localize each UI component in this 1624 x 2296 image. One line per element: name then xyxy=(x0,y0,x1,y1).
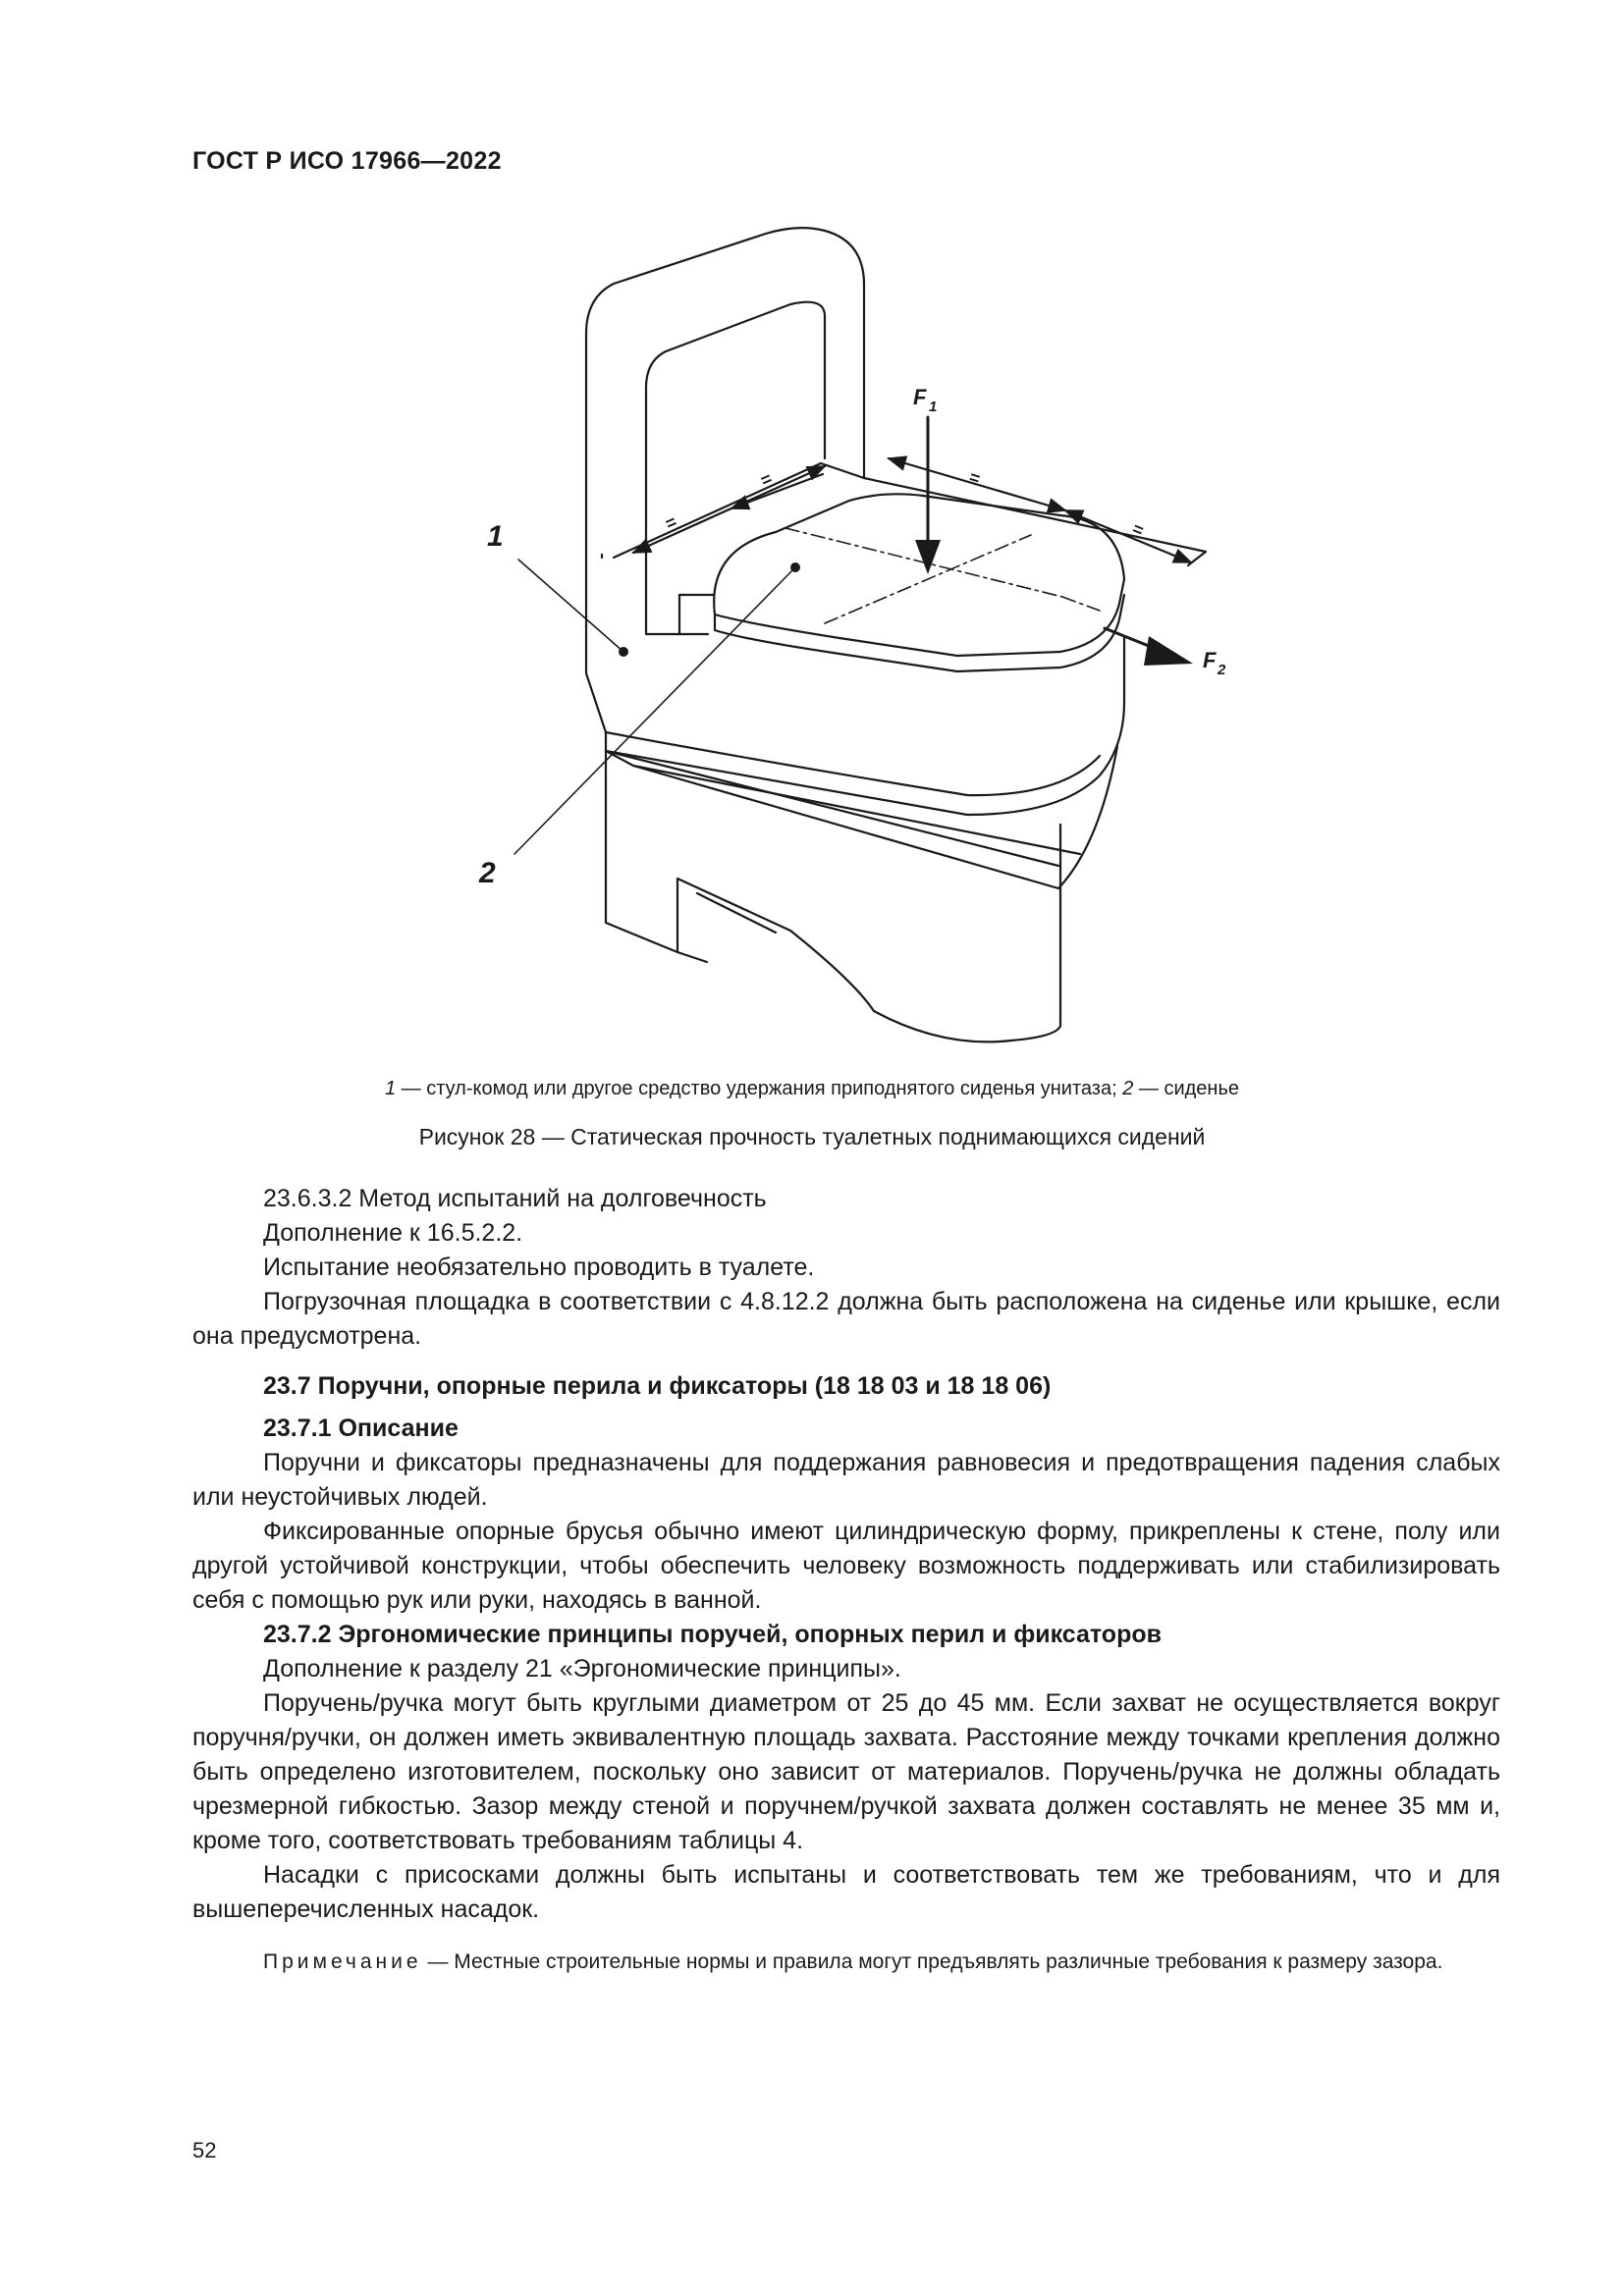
paragraph: 23.6.3.2 Метод испытаний на долговечность xyxy=(263,1185,767,1212)
figure-legend xyxy=(192,1078,1432,1100)
legend-number-2: 2 xyxy=(1122,1078,1134,1099)
force-f2-arrow xyxy=(1105,628,1193,666)
paragraph: Поручни и фиксаторы предназначены для поддержания равновесия и предотвращения падения слабых или неустойчивых людей. xyxy=(192,1449,1500,1511)
equal-mark-2: = xyxy=(757,468,776,491)
equal-mark-4: = xyxy=(1129,518,1147,541)
note xyxy=(192,1947,1500,1977)
label-item-2: 2 xyxy=(479,857,496,889)
label-f1-sub: 1 xyxy=(929,399,938,415)
note-text: — Местные строительные нормы и правила могут предъявлять различные требования к размеру зазора. xyxy=(421,1950,1443,1973)
document-header: ГОСТ Р ИСО 17966—2022 xyxy=(192,147,502,175)
figure-caption: Рисунок 28 — Статическая прочность туалетных поднимающихся сидений xyxy=(418,1124,1206,1149)
subsection-heading: 23.7.1 Описание xyxy=(263,1415,459,1442)
leader-dot-1 xyxy=(619,647,628,657)
note-label: Примечание xyxy=(263,1950,422,1973)
paragraph: Дополнение к 16.5.2.2. xyxy=(263,1219,523,1247)
equal-mark-3: = xyxy=(966,466,983,489)
label-item-1: 1 xyxy=(487,520,504,553)
legend-text-2: — сиденье xyxy=(1133,1078,1239,1099)
paragraph: Поручень/ручка могут быть круглыми диаметром от 25 до 45 мм. Если захват не осуществляется вокруг поручня/ручки, он должен иметь эквивалентную площадь захвата. Расстояние между точками крепления должно быть определено изготовителем, поскольку оно зависит от материалов. Поручень/ручка не должны обладать чрезмерной гибкостью. Зазор между стеной и поручнем/ручкой захвата должен составлять не менее 35 мм и, кроме того, соответствовать требованиям таблицы 4. xyxy=(192,1689,1500,1854)
page-number: 52 xyxy=(192,2138,217,2163)
figure-toilet-seat xyxy=(461,221,1267,1065)
paragraph: Дополнение к разделу 21 «Эргономические принципы». xyxy=(263,1655,901,1682)
label-f2-sub: 2 xyxy=(1218,662,1226,678)
paragraph: Испытание необязательно проводить в туалете. xyxy=(263,1254,815,1281)
legend-text-1: — стул-комод или другое средство удержания приподнятого сиденья унитаза; xyxy=(396,1078,1123,1099)
leader-dot-2 xyxy=(790,562,800,572)
subsection-heading: 23.7.2 Эргономические принципы поручей, опорных перил и фиксаторов xyxy=(263,1621,1162,1648)
equal-mark-1: = xyxy=(662,511,680,534)
label-f2: F xyxy=(1203,648,1217,672)
paragraph: Погрузочная площадка в соответствии с 4.8.12.2 должна быть расположена на сиденье или крышке, если она предусмотрена. xyxy=(192,1288,1500,1350)
paragraph: Насадки с присосками должны быть испытаны и соответствовать тем же требованиям, что и для вышеперечисленных насадок. xyxy=(192,1861,1500,1923)
section-heading: 23.7 Поручни, опорные перила и фиксаторы (18 18 03 и 18 18 06) xyxy=(263,1372,1052,1400)
toilet-bowl xyxy=(606,638,1124,1041)
label-f1: F xyxy=(913,385,927,409)
commode-frame xyxy=(586,228,864,732)
body-text xyxy=(192,1182,1500,1977)
legend-number-1: 1 xyxy=(385,1078,397,1099)
paragraph: Фиксированные опорные брусья обычно имеют цилиндрическую форму, прикреплены к стене, полу или другой устойчивой конструкции, чтобы обеспечить человеку возможность поддерживать или стабилизировать себя с помощью рук или руки, находясь в ванной. xyxy=(192,1518,1500,1614)
